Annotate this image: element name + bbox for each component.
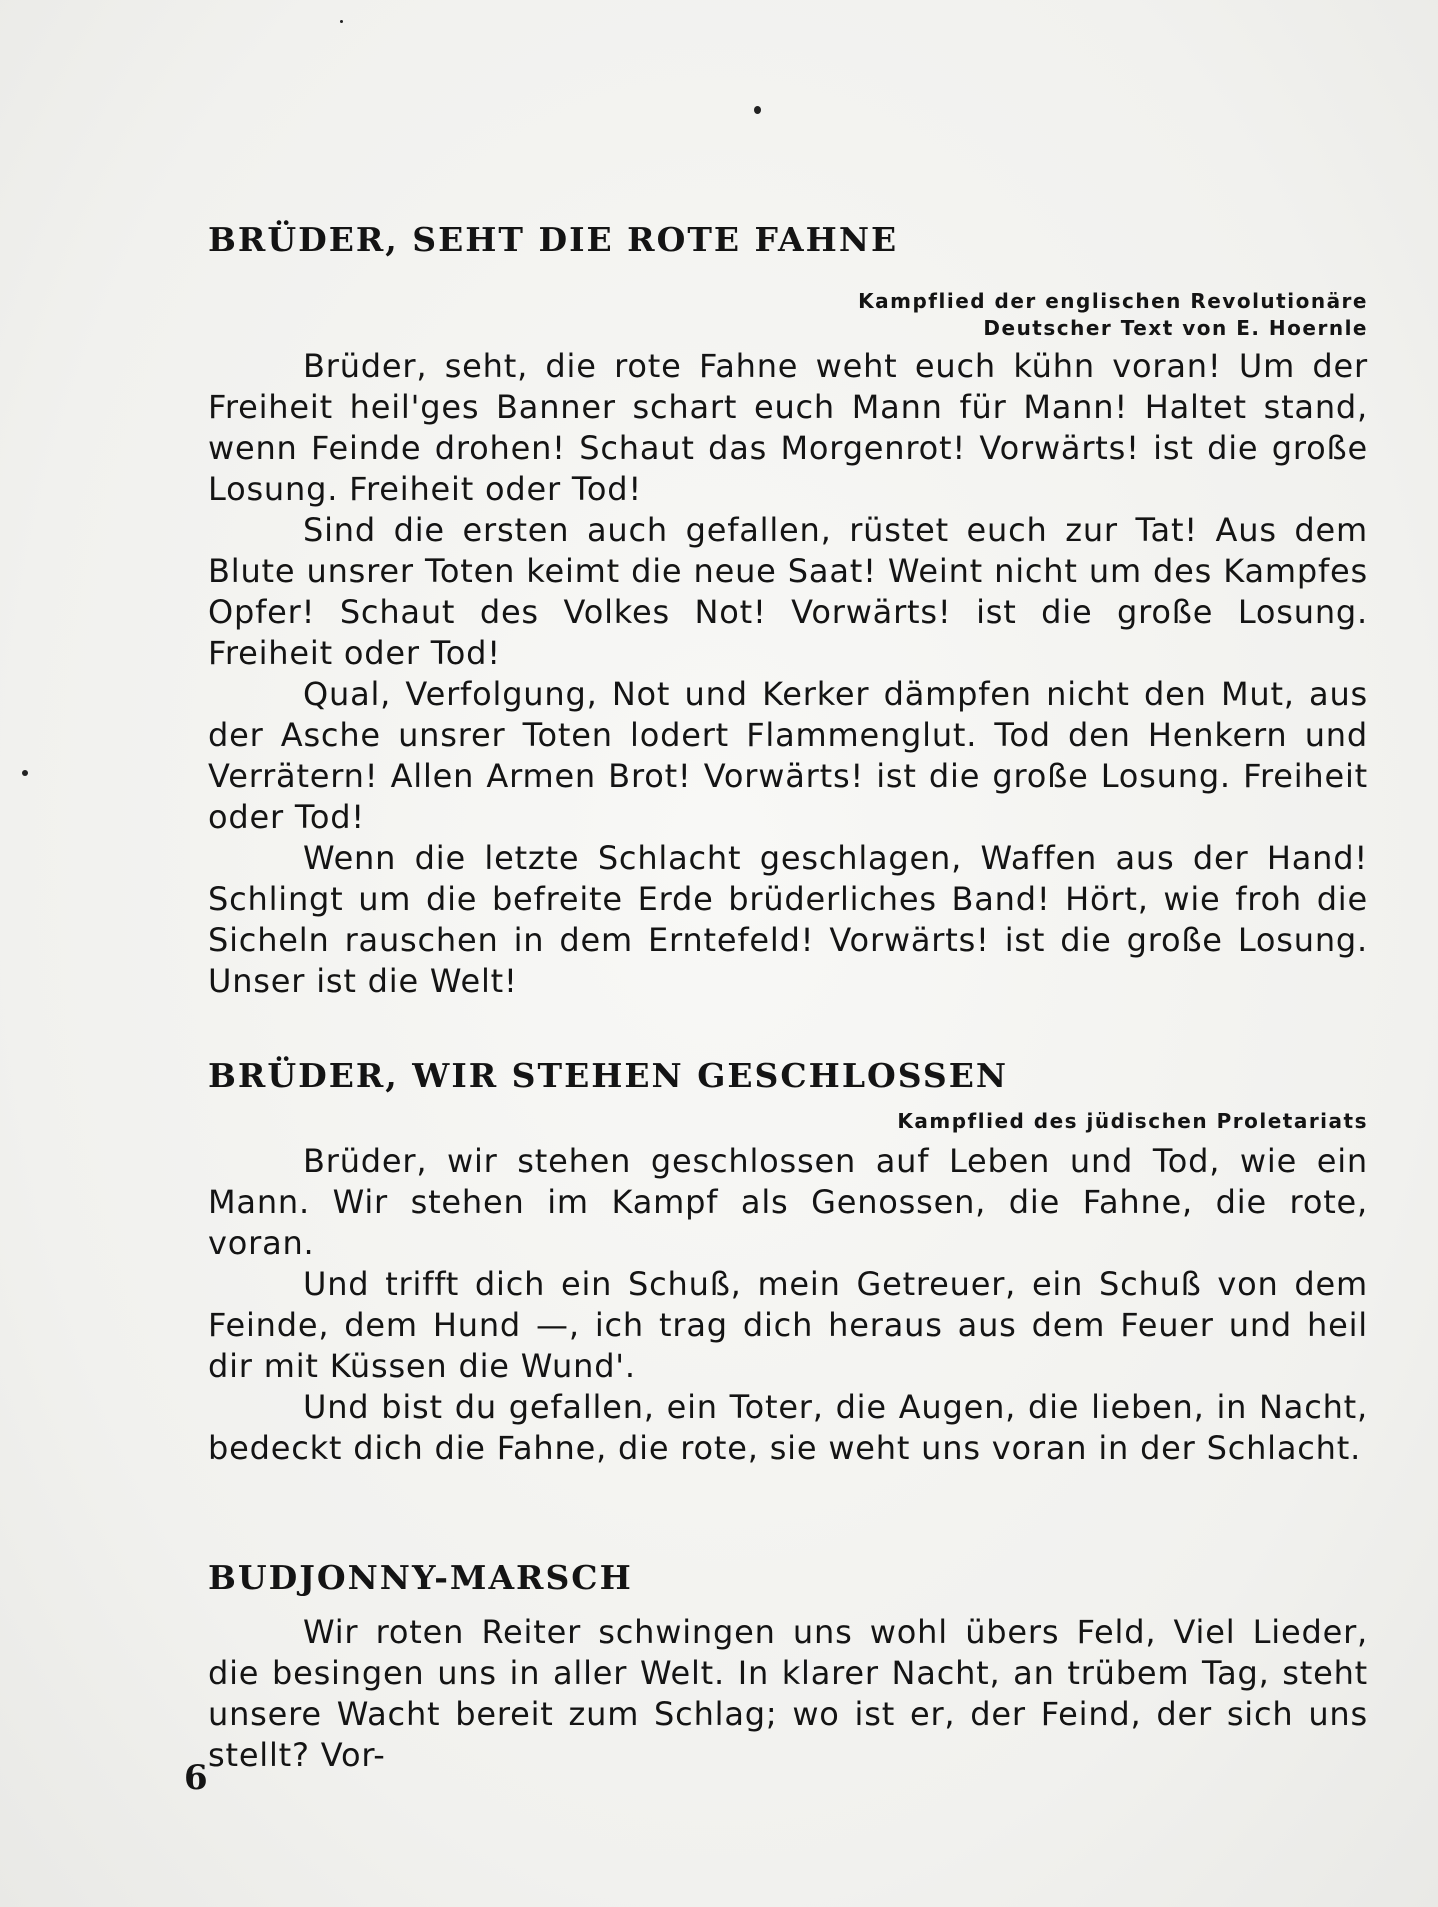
song-verse: Wir roten Reiter schwingen uns wohl übers Feld, Viel Lieder, die besingen uns in aller Welt. In klarer Nacht, an trübem Tag, steht unsere Wacht bereit zum Schlag; wo ist er, der Feind, der sich uns stellt? Vor-: [208, 1613, 1368, 1774]
song-verse: Wenn die letzte Schlacht geschlagen, Waffen aus der Hand! Schlingt um die befreite Erde brüderliches Band! Hört, wie froh die Sicheln rauschen in dem Erntefeld! Vorwärts! ist die große Losung. Unser ist die Welt!: [208, 839, 1368, 1000]
song-verse: Und bist du gefallen, ein Toter, die Augen, die lieben, in Nacht, bedeckt dich die Fahne, die rote, sie weht uns voran in der Schlacht.: [208, 1388, 1368, 1467]
page-number: 6: [184, 1758, 208, 1798]
ink-speck: [340, 20, 343, 23]
song-verse: Sind die ersten auch gefallen, rüstet euch zur Tat! Aus dem Blute unsrer Toten keimt die neue Saat! Weint nicht um des Kampfes Opfer! Schaut des Volkes Not! Vorwärts! ist die große Losung. Freiheit oder Tod!: [208, 511, 1368, 672]
song-section: [208, 1558, 1368, 1776]
song-verse: Brüder, seht, die rote Fahne weht euch kühn voran! Um der Freiheit heil'ges Banner schart euch Mann für Mann! Haltet stand, wenn Feinde drohen! Schaut das Morgenrot! Vorwärts! ist die große Losung. Freiheit oder Tod!: [208, 347, 1368, 508]
song-section: [208, 1056, 1368, 1469]
song-title: BUDJONNY-MARSCH: [208, 1558, 633, 1597]
song-section: [208, 220, 1368, 1002]
ink-speck: [754, 106, 761, 114]
song-title: BRÜDER, WIR STEHEN GESCHLOSSEN: [208, 1056, 1009, 1095]
song-attribution: Kampflied des jüdischen Proletariats: [897, 1109, 1368, 1133]
song-verse: Und trifft dich ein Schuß, mein Getreuer, ein Schuß von dem Feinde, dem Hund —, ich trag dich heraus aus dem Feuer und heil dir mit Küssen die Wund'.: [208, 1265, 1368, 1385]
song-attribution: Kampflied der englischen Revolutionäre: [858, 289, 1368, 313]
ink-speck: [22, 770, 28, 776]
song-title: BRÜDER, SEHT DIE ROTE FAHNE: [208, 220, 899, 259]
song-verse: Brüder, wir stehen geschlossen auf Leben und Tod, wie ein Mann. Wir stehen im Kampf als Genossen, die Fahne, die rote, voran.: [208, 1142, 1368, 1262]
song-verse: Qual, Verfolgung, Not und Kerker dämpfen nicht den Mut, aus der Asche unsrer Toten lodert Flammenglut. Tod den Henkern und Verrätern! Allen Armen Brot! Vorwärts! ist die große Losung. Freiheit oder Tod!: [208, 675, 1368, 836]
song-attribution: Deutscher Text von E. Hoernle: [983, 316, 1368, 340]
